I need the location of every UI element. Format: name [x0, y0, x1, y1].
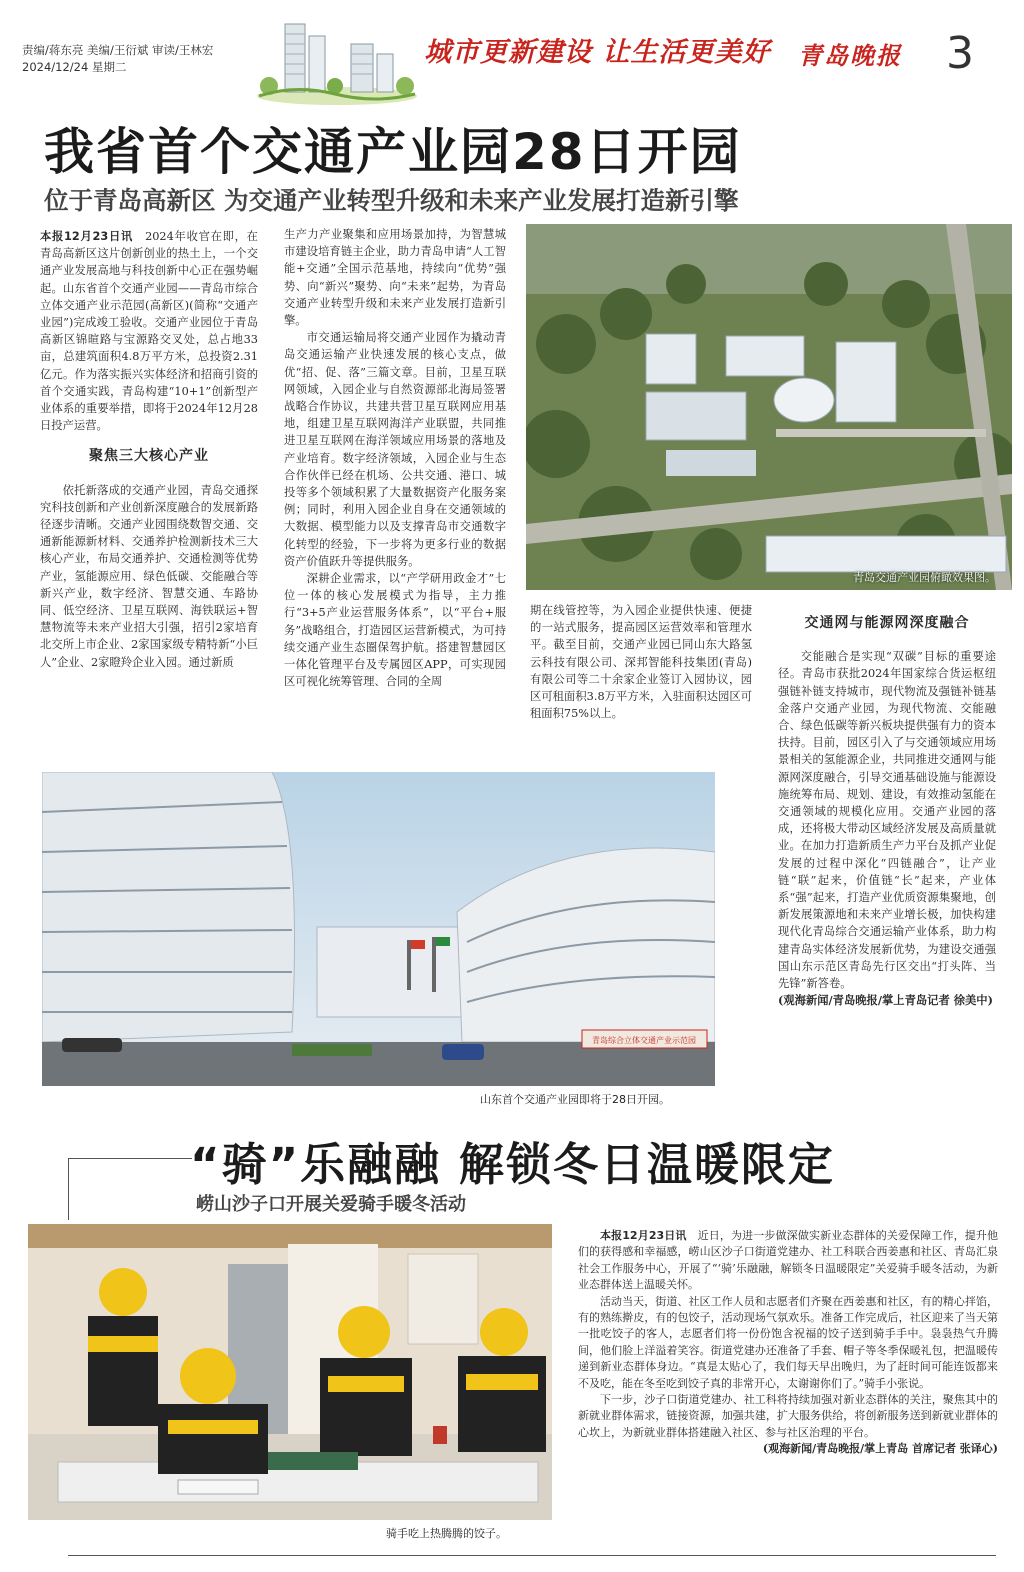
article2-paragraph: 活动当天，街道、社区工作人员和志愿者们齐聚在西姜惠和社区，有的精心拌馅，有的熟练擀皮，有的包饺子，活动现场气氛欢乐。准备工作完成后，社区迎来了当天第一批吃饺子的客人，志愿者们将一份份饱含祝福的饺子送到骑手手中。袅袅热气升腾间，他们脸上洋溢着笑容。街道党建办还准备了手套、帽子等冬季保暖礼包，把温暖传递到新业态群体身边。“真是太贴心了，我们每天早出晚归，为了赶时间可能连饭都来不及吃，能在冬至吃到饺子真的非常开心，太谢谢你们了。”骑手小张说。 [578, 1294, 998, 1390]
article2-paragraph: 本报12月23日讯 近日，为进一步做深做实新业态群体的关爱保障工作，提升他们的获得感和幸福感，崂山区沙子口街道党建办、社工科联合西姜惠和社区、青岛汇泉社会工作服务中心，开展了“‘骑’乐融融，解锁冬日温暖限定”关爱骑手暖冬活动，为新业态群体送上温暖关怀。 [578, 1229, 998, 1292]
aerial-photo-caption: 青岛交通产业园俯瞰效果图。 [853, 571, 996, 584]
riders-photo-caption: 骑手吃上热腾腾的饺子。 [386, 1527, 507, 1540]
issue-date: 2024/12/24 星期二 [22, 60, 127, 74]
article2-body [578, 1228, 998, 1548]
page-number: 3 [946, 28, 974, 79]
masthead [0, 0, 1024, 110]
article1-subheadline: 位于青岛高新区 为交通产业转型升级和未来产业发展打造新引擎 [44, 186, 739, 215]
dateline: 本报12月23日讯 [40, 230, 134, 243]
article1-paragraph: 本报12月23日讯 2024年收官在即，在青岛高新区这片创新创业的热土上，一个交通产业发展高地与科技创新中心正在强势崛起。山东省首个交通产业园——青岛市综合立体交通产业示范园(高新区)(简称“交通产业园”)完成竣工验收。交通产业园位于青岛高新区锦暄路与宝源路交叉处，总占地33亩，总建筑面积4.8万平方米，总投资2.31亿元。作为落实振兴实体经济和招商引资的首个交通实践，青岛构建“10+1”创新型产业体系的重要举措，即将于2024年12月28日投产运营。 [40, 230, 258, 433]
editor-credits [22, 42, 213, 76]
article2-frame-line [68, 1555, 996, 1556]
dateline: 本报12月23日讯 [600, 1229, 687, 1242]
section-heading: 聚焦三大核心产业 [89, 448, 209, 465]
article1-paragraph: 依托新落成的交通产业园，青岛交通探究科技创新和产业创新深度融合的发展新路径逐步清晰。交通产业园围绕数智交通、交通新能源新材料、交通养护检测新技术三大核心产业，布局交通养护、交通检测等优势产业，氢能源应用、绿色低碳、交能融合等新兴产业，数字经济、智慧交通、车路协同、低空经济、卫星互联网、海铁联运+智慧物流等未来产业招大引强，招引2家培育北交所上市企业、2家国家级专精特新“小巨人”企业、2家瞪羚企业入园。通过新质 [40, 483, 258, 669]
article1-paragraph: 期在线管控等，为入园企业提供快速、便捷的一站式服务，提高园区运营效率和管理水平。截至目前，交通产业园已同山东大路氢云科技有限公司、深邦智能科技集团(青岛)有限公司等二十余家企业签订入园协议，园区可租面积3.8万平方米，入驻面积达园区可租面积75%以上。 [530, 604, 752, 721]
industrial-park-rendering-photo [42, 772, 715, 1086]
building-photo-caption: 山东首个交通产业园即将于28日开园。 [480, 1093, 670, 1106]
article1-byline: (观海新闻/青岛晚报/掌上青岛记者 徐美中) [778, 993, 993, 1008]
article1-paragraph: 深耕企业需求，以“产学研用政金才”七位一体的核心发展模式为指导，主力推行“3+5产业运营服务体系”，以“平台+服务”战略组合，打造园区运营新模式，为可持续交通产业生态圈保驾护航。搭建智慧园区一体化管理平台及专属园区APP，可实现园区可视化统筹管理、合同的全周 [284, 572, 506, 689]
article1-paragraph: 市交通运输局将交通产业园作为撬动青岛交通运输产业快速发展的核心支点，做优“招、促、落”三篇文章。目前，卫星互联网领域，入园企业与自然资源部北海局签署战略合作协议，共建共营卫星互联网应用基地，组建卫星互联网海洋产业联盟，共同推进卫星互联网在海洋领域应用场景的落地及产业培育。数字经济领域，入园企业与生态合作伙伴已经在机场、公共交通、港口、城投等多个领域积累了大量数据资产化服务案例；同时，利用入园企业自身在交通领域的大数据、模型能力以及支撑青岛市交通数字化转型的经验，下一步将为更多行业的数据资产价值跃升等提供服务。 [284, 331, 506, 568]
article2-headline: “骑”乐融融 解锁冬日温暖限定 [190, 1138, 835, 1191]
article1-column-1 [40, 228, 258, 746]
article2-frame-line [68, 1158, 192, 1159]
article1-headline: 我省首个交通产业园28日开园 [44, 123, 742, 181]
skyline-illustration [255, 14, 420, 106]
park-sign-text: 青岛综合立体交通产业示范园 [592, 1036, 696, 1045]
article1-column-2 [284, 226, 506, 746]
credits-line: 责编/蒋东亮 美编/王衍斌 审读/王林宏 [22, 43, 214, 57]
newspaper-logo: 青岛晚报 [798, 41, 902, 70]
article1-column-3 [530, 602, 752, 746]
article1-paragraph: 交能融合是实现“双碳”目标的重要途径。青岛市获批2024年国家综合货运枢纽强链补链支持城市，现代物流及强链补链基金落户交通产业园，为现代物流、交能融合、绿色低碳等新兴板块提供强有力的资本扶持。目前，园区引入了与交通领域应用场景相关的氢能源企业，共同推进交通网与能源网深度融合，引导交通基础设施与能源设施统筹布局、规划、建设，有效推动氢能在交通领域的规模化应用。交通产业园的落成，还将极大带动区域经济发展及高质量就业。在加力打造新质生产力平台及抓产业促发展的过程中深化“四链融合”，让产业链“联”起来，价值链“长”起来，产业体系“强”起来，打造产业优质资源集聚地，创新发展策源地和未来产业增长极，加快构建现代化青岛综合交通运输产业体系，助力构建青岛实体经济发展新优势，为建设交通强国山东示范区青岛先行区交出“打头阵、当先锋”新答卷。 [778, 650, 996, 991]
article1-paragraph: 生产力产业聚集和应用场景加持，为智慧城市建设培育链主企业，助力青岛申请“人工智能+交通”全国示范基地，持续向“优势”强势、向“新兴”聚势、向“未来”起势，为青岛交通产业转型升级和未来产业发展打造新引擎。 [284, 228, 506, 328]
article2-byline: (观海新闻/青岛晚报/掌上青岛 首席记者 张译心) [762, 1442, 998, 1456]
article2-frame-line [68, 1158, 69, 1220]
section-heading: 交通网与能源网深度融合 [804, 615, 970, 631]
aerial-rendering-photo [526, 224, 1012, 590]
riders-eating-dumplings-photo [28, 1224, 552, 1520]
article2-subheadline: 崂山沙子口开展关爱骑手暖冬活动 [196, 1194, 466, 1215]
article2-paragraph: 下一步，沙子口街道党建办、社工科将持续加强对新业态群体的关注，聚焦其中的新就业群体需求，链接资源，加强共建，扩大服务供给，将创新服务送到新就业群体的心坎上，为新就业群体搭建融入社区、参与社区治理的平台。 [578, 1393, 998, 1439]
article1-column-4 [778, 615, 996, 1085]
page-slogan: 城市更新建设 让生活更美好 [424, 37, 771, 68]
